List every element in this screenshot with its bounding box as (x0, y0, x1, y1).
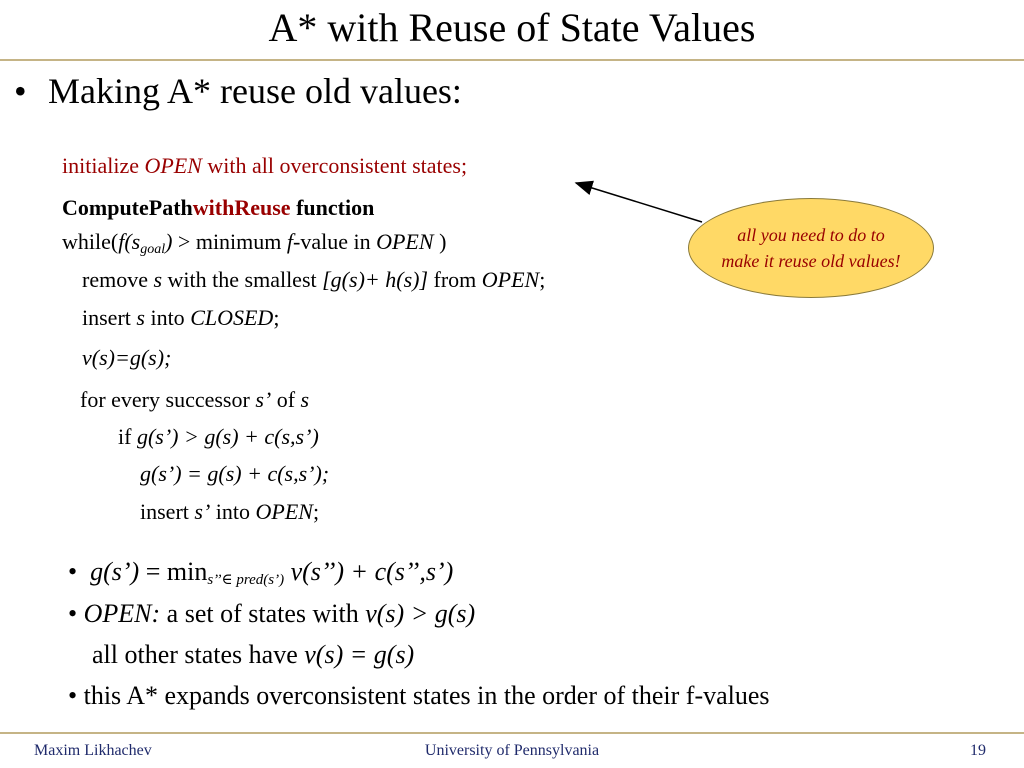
code-text: with the smallest (162, 267, 323, 292)
sub-bullet-g-definition (68, 557, 453, 589)
sub-bullet-open-definition (68, 599, 475, 629)
footer-divider (0, 732, 1024, 734)
formula: g(s’) (90, 557, 140, 586)
code-text: with all overconsistent states; (201, 153, 468, 178)
code-math: g(s’) > g(s) + c(s,s’) (136, 424, 319, 449)
code-math: f(s (118, 229, 141, 254)
bullet-text: all other states have (92, 640, 305, 669)
formula-subscript: s’’∈ pred(s’) (207, 572, 285, 588)
callout-line: make it reuse old values! (721, 251, 901, 271)
slide-title: A* with Reuse of State Values (268, 5, 756, 50)
code-math: [g(s)+ h(s)] (322, 267, 429, 292)
bullet-marker: • (68, 557, 78, 586)
footer-author: Maxim Likhachev (34, 742, 152, 759)
code-math: s’ (194, 499, 211, 524)
code-math: ) (165, 229, 173, 254)
code-math: v(s)=g(s); (82, 345, 172, 370)
formula: v(s’’) + c(s’’,s’) (284, 557, 454, 586)
bullet-marker: • (68, 681, 78, 710)
code-keyword-open: OPEN (376, 229, 434, 254)
code-text: into (144, 305, 191, 330)
code-math: s (300, 387, 310, 412)
footer-institution: University of Pennsylvania (424, 742, 600, 759)
code-text: ; (273, 305, 280, 330)
code-text: remove (82, 267, 154, 292)
sub-bullet-expansion-order (68, 681, 770, 711)
formula: v(s) = g(s) (304, 640, 415, 669)
code-keyword-open: OPEN (255, 499, 313, 524)
code-text: insert (82, 305, 137, 330)
code-text: > minimum (172, 229, 287, 254)
code-text: while( (62, 229, 119, 254)
function-keyword: function (290, 195, 375, 220)
code-math: f (286, 229, 294, 254)
code-text: of (271, 387, 301, 412)
formula: = min (139, 557, 208, 586)
code-math: s’ (255, 387, 272, 412)
code-keyword-open: OPEN (481, 267, 540, 292)
bullet-text: this A* expands overconsistent states in the order of their f-values (77, 681, 770, 710)
code-keyword-open: OPEN (144, 153, 202, 178)
code-math: s (136, 305, 145, 330)
code-text: into (210, 499, 256, 524)
code-text: ; (312, 499, 320, 524)
code-text: initialize (62, 153, 145, 178)
code-text: for every successor (80, 387, 256, 412)
sub-bullet-other-states (92, 640, 414, 670)
code-text: from (428, 267, 482, 292)
keyword-open: OPEN: (83, 599, 161, 628)
code-subscript: goal (140, 242, 166, 257)
callout-line: all you need to do to (737, 224, 885, 245)
callout-bubble (688, 198, 934, 298)
function-name: ComputePath (62, 195, 193, 220)
bullet-marker: • (14, 71, 27, 111)
code-math: g(s’) = g(s) + c(s,s’); (140, 461, 330, 486)
bullet-text: a set of states with (160, 599, 366, 628)
code-text: insert (140, 499, 195, 524)
code-text: ) (433, 229, 447, 254)
code-text: if (118, 424, 137, 449)
code-text: -value in (293, 229, 377, 254)
bullet-marker: • (68, 599, 78, 628)
code-keyword-closed: CLOSED (190, 305, 274, 330)
formula: v(s) > g(s) (365, 599, 476, 628)
page-number: 19 (970, 742, 986, 759)
code-text: ; (539, 267, 546, 292)
code-math: s (153, 267, 163, 292)
function-name-suffix: withReuse (192, 195, 291, 220)
main-bullet-text: Making A* reuse old values: (48, 71, 462, 111)
